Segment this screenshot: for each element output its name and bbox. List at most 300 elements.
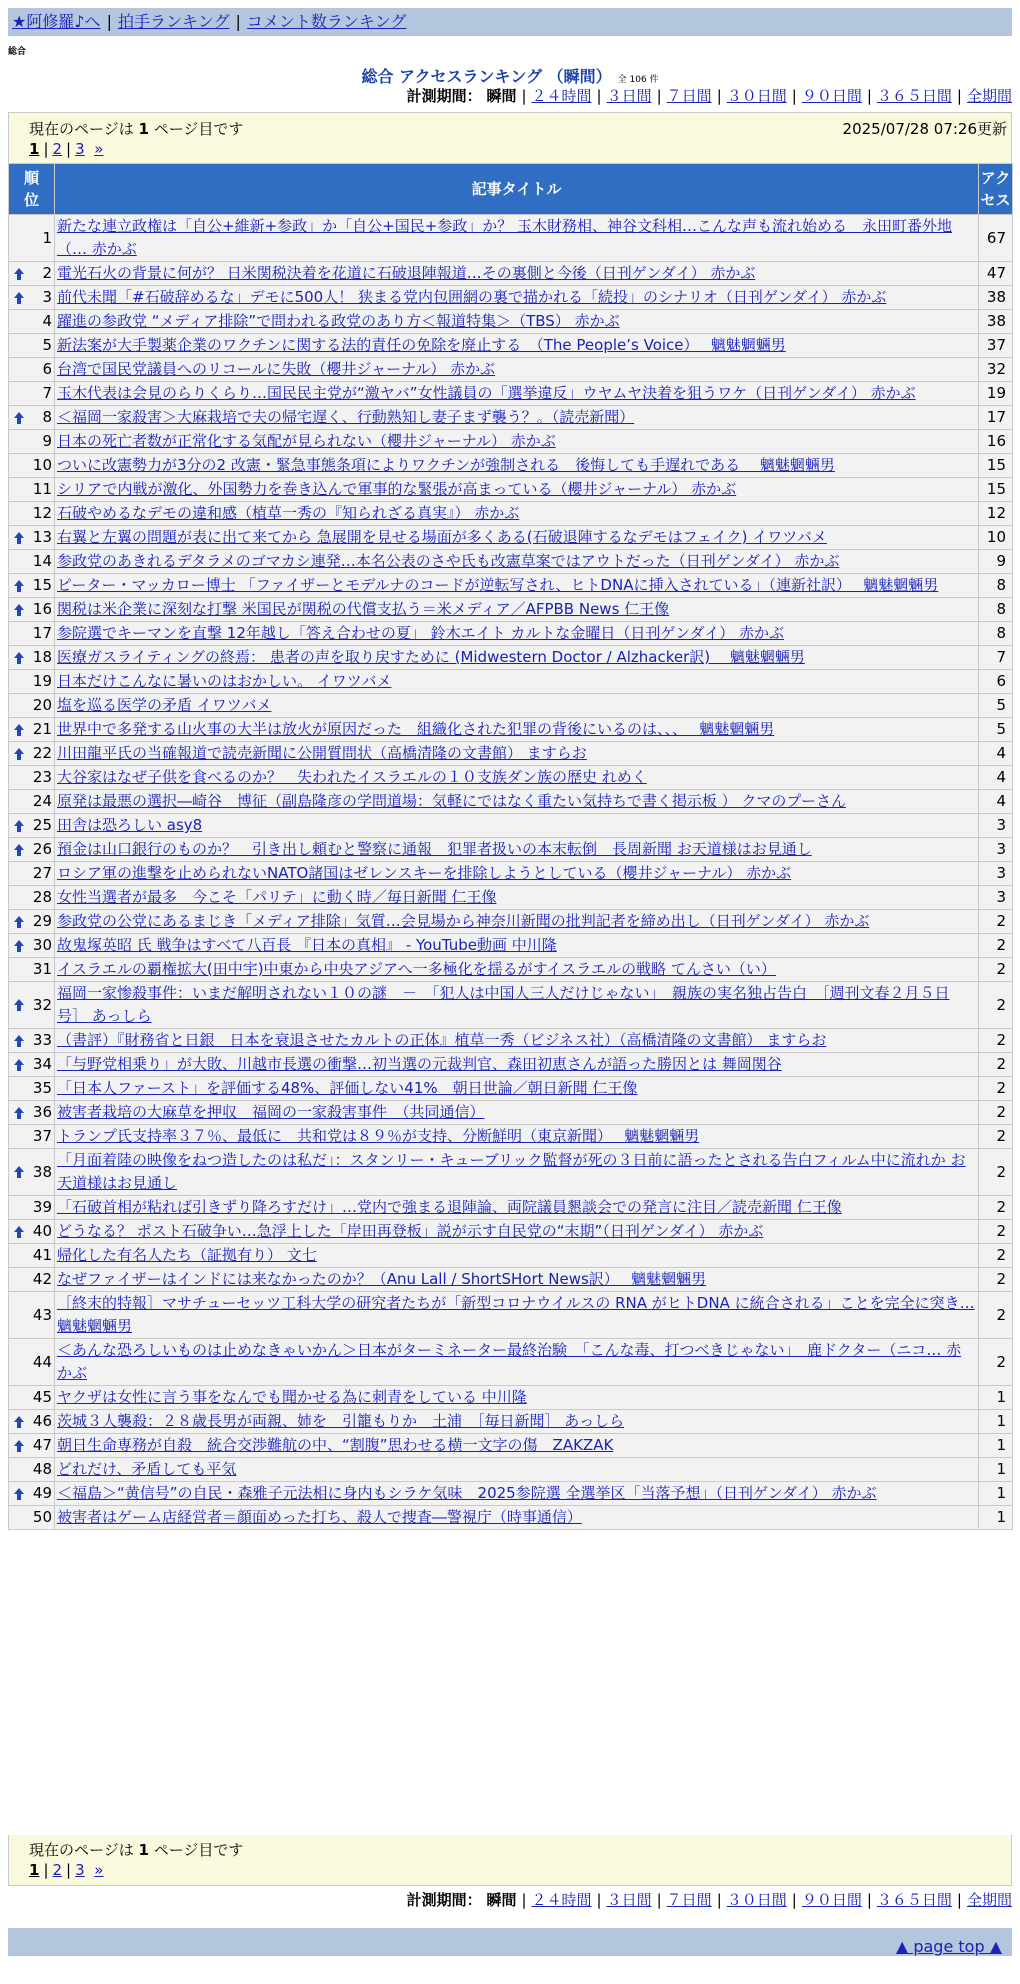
rank-number: 49 (32, 1484, 52, 1502)
table-row (9, 814, 1013, 838)
article-title-link[interactable]: 塩を巡る医学の矛盾 イワツバメ (57, 696, 272, 714)
table-row (9, 838, 1013, 862)
table-row (9, 766, 1013, 790)
rank-up-arrow-icon (13, 1029, 25, 1052)
title-cell (55, 694, 979, 718)
page-1-link-bottom[interactable]: 1 (29, 1861, 40, 1879)
article-title-link[interactable]: トランプ氏支持率３７％、最低に 共和党は８９％が支持、分断鮮明（東京新聞） 魑魅魍魎男 (57, 1127, 700, 1145)
rank-cell (9, 1244, 55, 1268)
access-count: 17 (979, 406, 1013, 430)
title-cell (55, 430, 979, 454)
rank-up-arrow-icon (13, 1161, 25, 1184)
table-row (9, 694, 1013, 718)
rank-cell (9, 550, 55, 574)
title-cell (55, 478, 979, 502)
title-cell (55, 1434, 979, 1458)
article-title-link[interactable]: 日本だけこんなに暑いのはおかしい。 イワツバメ (57, 672, 392, 690)
title-cell (55, 1506, 979, 1530)
period-30d-link[interactable]: ３０日間 (726, 87, 787, 105)
rank-number: 5 (42, 336, 52, 354)
rank-number: 16 (32, 600, 52, 618)
rank-number: 50 (32, 1508, 52, 1526)
title-cell (55, 646, 979, 670)
rank-number: 37 (32, 1127, 52, 1145)
title-cell (55, 1220, 979, 1244)
table-row (9, 790, 1013, 814)
rank-number: 47 (32, 1436, 52, 1454)
table-row (9, 742, 1013, 766)
title-cell (55, 358, 979, 382)
rank-cell (9, 358, 55, 382)
rank-number: 33 (32, 1031, 52, 1049)
access-count: 3 (979, 838, 1013, 862)
article-title-link[interactable]: 茨城３人襲殺：２８歳長男が両親、姉を 引籠もりか 土浦 ［毎日新聞］ あっしら (57, 1412, 625, 1430)
rank-cell (9, 1149, 55, 1196)
title-cell (55, 574, 979, 598)
access-header-text: アクセス (980, 169, 1011, 209)
rank-cell (9, 502, 55, 526)
article-title-link[interactable]: 新たな連立政権は「自公+維新+参政」か「自公+国民+参政」か？ 玉木財務相、神谷文科相…こんな声も流れ始める 永田町番外地（… 赤かぶ (57, 217, 953, 258)
table-row (9, 1339, 1013, 1386)
period-selector-bottom: 計測期間： 瞬間 | ２４時間 | ３日間 | ７日間 | ３０日間 | ９０日間 | ３６５日間 | 全期間 (406, 1891, 1012, 1909)
access-count: 4 (979, 766, 1013, 790)
rank-number: 18 (32, 648, 52, 666)
article-title-link[interactable]: 石破やめるなデモの違和感（植草一秀の『知られざる真実』） 赤かぶ (57, 504, 520, 522)
applause-ranking-link[interactable]: 拍手ランキング (117, 12, 230, 31)
article-title-link[interactable]: ＜福岡一家殺害＞大麻栽培で夫の帰宅遅く、行動熟知し妻子まず襲う？。（読売新聞） (57, 408, 635, 426)
rank-number: 6 (42, 360, 52, 378)
table-row (9, 478, 1013, 502)
rank-number: 7 (42, 384, 52, 402)
access-count: 6 (979, 670, 1013, 694)
title-cell (55, 1149, 979, 1196)
rank-number: 34 (32, 1055, 52, 1073)
table-row (9, 1101, 1013, 1125)
rank-number: 42 (32, 1270, 52, 1288)
access-count: 2 (979, 1077, 1013, 1101)
access-count: 2 (979, 1029, 1013, 1053)
rank-cell (9, 1053, 55, 1077)
article-title-link[interactable]: 医療ガスライティングの終焉： 患者の声を取り戻すために (Midwestern Doctor / Alzhacker訳) 魑魅魍魎男 (57, 648, 805, 666)
title-cell (55, 310, 979, 334)
rank-cell (9, 1482, 55, 1506)
title-cell (55, 958, 979, 982)
rank-cell (9, 982, 55, 1029)
article-title-link[interactable]: ヤクザは女性に言う事をなんでも聞かせる為に刺青をしている 中川隆 (57, 1388, 527, 1406)
article-title-link[interactable]: （書評）『財務省と日銀 日本を衰退させたカルトの正体』植草一秀（ビジネス社）（高橋清隆の文書館） ますらお (57, 1031, 827, 1049)
rank-cell (9, 1268, 55, 1292)
rank-number: 19 (32, 672, 52, 690)
rank-header-text: 順位 (23, 169, 39, 209)
title-cell (55, 1458, 979, 1482)
rank-up-arrow-icon (13, 646, 25, 669)
access-header (979, 164, 1013, 215)
rank-number: 40 (32, 1222, 52, 1240)
rank-cell (9, 334, 55, 358)
access-count: 1 (979, 1506, 1013, 1530)
rank-cell (9, 1196, 55, 1220)
total-count: 全 106 件 (617, 75, 659, 85)
rank-number: 36 (32, 1103, 52, 1121)
rank-cell (9, 1339, 55, 1386)
access-count: 15 (979, 454, 1013, 478)
article-title-link[interactable]: 参院選でキーマンを直撃 12年越し「答え合わせの夏」 鈴木エイト カルトな金曜日（日刊ゲンダイ） 赤かぶ (57, 624, 784, 642)
article-title-link[interactable]: 台湾で国民党議員へのリコールに失敗（櫻井ジャーナル） 赤かぶ (57, 360, 496, 378)
title-cell (55, 766, 979, 790)
page-3-link[interactable]: 3 (75, 140, 85, 158)
page-numbers-bottom: 1 | 2 | 3 » (29, 1861, 104, 1879)
article-title-link[interactable]: 電光石火の背景に何が？ 日米関税決着を花道に石破退陣報道…その裏側と今後（日刊ゲンダイ） 赤かぶ (57, 264, 756, 282)
rank-cell (9, 454, 55, 478)
table-row (9, 262, 1013, 286)
access-count: 2 (979, 1220, 1013, 1244)
access-count: 1 (979, 1434, 1013, 1458)
article-title-link[interactable]: ［終末的特報］マサチューセッツ工科大学の研究者たちが「新型コロナウイルスの RNA がヒトDNA に統合される」ことを完全に突き… 魑魅魍魎男 (57, 1294, 975, 1335)
rank-number: 8 (42, 408, 52, 426)
access-count: 2 (979, 982, 1013, 1029)
access-count: 2 (979, 934, 1013, 958)
title-cell (55, 670, 979, 694)
rank-number: 29 (32, 912, 52, 930)
table-row (9, 1506, 1013, 1530)
table-row (9, 1029, 1013, 1053)
period-selector-top: 計測期間： 瞬間 | ２４時間 | ３日間 | ７日間 | ３０日間 | ９０日間 | ３６５日間 | 全期間 (406, 87, 1012, 105)
period-3d-link-bottom[interactable]: ３日間 (606, 1891, 652, 1909)
comment-ranking-link[interactable]: コメント数ランキング (246, 12, 407, 31)
rank-number: 20 (32, 696, 52, 714)
title-cell (55, 814, 979, 838)
rank-up-arrow-icon (13, 838, 25, 861)
table-row (9, 310, 1013, 334)
rank-number: 32 (32, 995, 52, 1014)
article-title-link[interactable]: 朝日生命専務が自殺 統合交渉難航の中、“割腹”思わせる横一文字の傷 ZAKZAK (57, 1436, 614, 1454)
table-row (9, 598, 1013, 622)
table-row (9, 334, 1013, 358)
page-1-link[interactable]: 1 (29, 140, 40, 158)
rank-number: 12 (32, 504, 52, 522)
rank-up-arrow-icon (13, 1220, 25, 1243)
period-3d-link[interactable]: ３日間 (606, 87, 652, 105)
title-cell (55, 790, 979, 814)
access-count: 1 (979, 1482, 1013, 1506)
table-row (9, 1220, 1013, 1244)
access-count: 1 (979, 1458, 1013, 1482)
access-count: 2 (979, 1244, 1013, 1268)
access-count: 2 (979, 910, 1013, 934)
article-title-link[interactable]: 田舎は恐ろしい asy8 (57, 816, 203, 834)
article-title-link[interactable]: ついに改憲勢力が3分の2 改憲・緊急事態条項によりワクチンが強制される 後悔しても手遅れである 魑魅魍魎男 (57, 456, 835, 474)
title-cell (55, 215, 979, 262)
period-24h-link-bottom[interactable]: ２４時間 (531, 1891, 592, 1909)
table-row (9, 646, 1013, 670)
rank-up-arrow-icon (13, 574, 25, 597)
article-title-link[interactable]: 世界中で多発する山火事の大半は放火が原因だった 組織化された犯罪の背後にいるのは、、、 魑魅魍魎男 (57, 720, 775, 738)
article-title-link[interactable]: ピーター・マッカロー博士 「ファイザーとモデルナのコードが逆転写され、ヒトDNAに挿入されている」（連新社訳） 魑魅魍魎男 (57, 576, 939, 594)
pagination-box-bottom (8, 1835, 1012, 1886)
next-page-link[interactable]: » (94, 140, 104, 158)
table-row (9, 215, 1013, 262)
rank-cell (9, 598, 55, 622)
access-count: 2 (979, 1149, 1013, 1196)
rank-cell (9, 1434, 55, 1458)
page-3-link-bottom[interactable]: 3 (75, 1861, 85, 1879)
article-title-link[interactable]: 女性当選者が最多 今こそ「パリテ」に動く時／毎日新聞 仁王像 (57, 888, 497, 906)
rank-cell (9, 526, 55, 550)
rank-cell (9, 886, 55, 910)
title-cell (55, 406, 979, 430)
title-cell (55, 1029, 979, 1053)
title-cell (55, 622, 979, 646)
page-2-link[interactable]: 2 (52, 140, 63, 158)
access-count: 2 (979, 1125, 1013, 1149)
rank-up-arrow-icon (13, 406, 25, 429)
table-row (9, 934, 1013, 958)
article-title-link[interactable]: 新法案が大手製薬企業のワクチンに関する法的責任の免除を廃止する （The People’s Voice） 魑魅魍魎男 (57, 336, 786, 354)
top-nav-bar: ★阿修羅♪へ | 拍手ランキング | コメント数ランキング (8, 8, 1012, 36)
rank-up-arrow-icon (13, 1482, 25, 1505)
article-title-link[interactable]: ＜あんな恐ろしいものは止めなきゃいかん＞日本がターミネーター最終治験 「こんな毒、打つべきじゃない」 鹿ドクター（ニコ… 赤かぶ (57, 1341, 962, 1382)
article-title-link[interactable]: 参政党のあきれるデタラメのゴマカシ連発…本名公表のさや氏も改憲草案ではアウトだった（日刊ゲンダイ） 赤かぶ (57, 552, 840, 570)
title-cell (55, 910, 979, 934)
title-cell (55, 1125, 979, 1149)
access-count: 1 (979, 1410, 1013, 1434)
rank-number: 45 (32, 1388, 52, 1406)
article-title-link[interactable]: 関税は米企業に深刻な打撃 米国民が関税の代償支払う＝米メディア／AFPBB News 仁王像 (57, 600, 670, 618)
period-current: 瞬間 (486, 87, 517, 105)
title-cell (55, 598, 979, 622)
table-row (9, 502, 1013, 526)
rank-number: 43 (32, 1305, 52, 1324)
rank-up-arrow-icon (13, 286, 25, 309)
table-row (9, 910, 1013, 934)
table-row (9, 886, 1013, 910)
table-row (9, 1196, 1013, 1220)
article-title-link[interactable]: 「与野党相乗り」が大敗、川越市長選の衝撃…初当選の元裁判官、森田初恵さんが語った勝因とは 舞岡関谷 (57, 1055, 782, 1073)
table-row (9, 1434, 1013, 1458)
rank-number: 9 (42, 432, 52, 450)
rank-cell (9, 406, 55, 430)
article-title-link[interactable]: 前代未聞「#石破辞めるな」デモに500人！ 狭まる党内包囲網の裏で描かれる「続投」のシナリオ（日刊ゲンダイ） 赤かぶ (57, 288, 887, 306)
article-title-link[interactable]: 預金は山口銀行のものか？ 引き出し頼むと警察に通報 犯罪者扱いの本末転倒 長周新聞 お天道様はお見通し (57, 840, 812, 858)
title-cell (55, 1196, 979, 1220)
title-cell (55, 1339, 979, 1386)
current-page-text-bottom: 現在のページは 1 ページ目です (29, 1841, 244, 1859)
table-row (9, 358, 1013, 382)
article-title-link[interactable]: 被害者栽培の大麻草を押収 福岡の一家殺害事件 （共同通信） (57, 1103, 485, 1121)
article-title-link[interactable]: 大谷家はなぜ子供を食べるのか？ 失われたイスラエルの１０支族ダン族の歴史 れめく (57, 768, 647, 786)
title-cell (55, 982, 979, 1029)
table-row (9, 454, 1013, 478)
rank-number: 2 (42, 264, 52, 282)
table-row (9, 622, 1013, 646)
rank-number: 27 (32, 864, 52, 882)
rank-header (9, 164, 55, 215)
current-page-text: 現在のページは 1 ページ目です (29, 120, 244, 138)
article-title-link[interactable]: どれだけ、矛盾しても平気 (57, 1460, 237, 1478)
rank-cell (9, 430, 55, 454)
article-title-link[interactable]: ロシア軍の進撃を止められないNATO諸国はゼレンスキーを排除しようとしている（櫻井ジャーナル） 赤かぶ (57, 864, 792, 882)
article-title-link[interactable]: 川田龍平氏の当確報道で読売新聞に公開質問状（高橋清隆の文書館） ますらお (57, 744, 587, 762)
title-cell (55, 550, 979, 574)
rank-cell (9, 934, 55, 958)
article-title-link[interactable]: 故鬼塚英昭 氏 戦争はすべて八百長 『日本の真相』 - YouTube動画 中川隆 (57, 936, 557, 954)
page-title: 総合 アクセスランキング （瞬間） (361, 67, 612, 86)
article-title-link[interactable]: 参政党の公党にあるまじき「メディア排除」気質…会見場から神奈川新聞の批判記者を締め出し（日刊ゲンダイ） 赤かぶ (57, 912, 870, 930)
access-count: 19 (979, 382, 1013, 406)
rank-number: 31 (32, 960, 52, 978)
access-count: 8 (979, 574, 1013, 598)
rank-number: 25 (32, 816, 52, 834)
article-title-link[interactable]: 躍進の参政党 “メディア排除”で問われる政党のあり方＜報道特集＞（TBS） 赤かぶ (57, 312, 620, 330)
access-count: 7 (979, 646, 1013, 670)
table-row (9, 1292, 1013, 1339)
title-cell (55, 1053, 979, 1077)
title-cell (55, 1292, 979, 1339)
rank-cell (9, 1386, 55, 1410)
article-title-link[interactable]: 日本の死亡者数が正常化する気配が見られない（櫻井ジャーナル） 赤かぶ (57, 432, 556, 450)
access-count: 8 (979, 622, 1013, 646)
access-count: 12 (979, 502, 1013, 526)
access-count: 38 (979, 286, 1013, 310)
period-7d-link-bottom[interactable]: ７日間 (666, 1891, 712, 1909)
article-title-link[interactable]: 原発は最悪の選択―崎谷 博征（副島隆彦の学問道場：気軽にではなく重たい気持ちで書く掲示板 ） クマのプーさん (57, 792, 846, 810)
rank-up-arrow-icon (13, 1053, 25, 1076)
rank-number: 3 (42, 288, 52, 306)
access-count: 5 (979, 718, 1013, 742)
period-all-link-bottom[interactable]: 全期間 (966, 1891, 1012, 1909)
article-title-link[interactable]: なぜファイザーはインドには来なかったのか？（Anu Lall / ShortSHort News訳） 魑魅魍魎男 (57, 1270, 707, 1288)
rank-number: 28 (32, 888, 52, 906)
access-count: 9 (979, 550, 1013, 574)
title-cell (55, 1101, 979, 1125)
period-24h-link[interactable]: ２４時間 (531, 87, 592, 105)
title-cell (55, 1268, 979, 1292)
table-row (9, 1149, 1013, 1196)
rank-cell (9, 1458, 55, 1482)
title-cell (55, 742, 979, 766)
page-2-link-bottom[interactable]: 2 (52, 1861, 63, 1879)
rank-number: 21 (32, 720, 52, 738)
rank-cell (9, 670, 55, 694)
rank-up-arrow-icon (13, 718, 25, 741)
rank-cell (9, 1125, 55, 1149)
title-cell (55, 838, 979, 862)
period-365d-link-bottom[interactable]: ３６５日間 (876, 1891, 952, 1909)
rank-up-arrow-icon (13, 910, 25, 933)
article-title-link[interactable]: 右翼と左翼の問題が表に出て来てから 急展開を見せる場面が多くある(石破退陣するなデモはフェイク) イワツバメ (57, 528, 827, 546)
title-cell (55, 262, 979, 286)
access-count: 4 (979, 742, 1013, 766)
rank-cell (9, 262, 55, 286)
article-title-link[interactable]: ＜福島＞“黄信号”の自民・森雅子元法相に身内もシラケ気味 2025参院選 全選挙区「当落予想」（日刊ゲンダイ） 赤かぶ (57, 1484, 877, 1502)
rank-up-arrow-icon (13, 994, 25, 1017)
table-row (9, 862, 1013, 886)
rank-number: 46 (32, 1412, 52, 1430)
rank-cell (9, 215, 55, 262)
rank-number: 14 (32, 552, 52, 570)
access-count: 47 (979, 262, 1013, 286)
rank-cell (9, 1506, 55, 1530)
rank-number: 26 (32, 840, 52, 858)
rank-up-arrow-icon (13, 262, 25, 285)
period-90d-link[interactable]: ９０日間 (801, 87, 862, 105)
table-row (9, 286, 1013, 310)
rank-up-arrow-icon (13, 934, 25, 957)
article-title-link[interactable]: 「石破首相が粘れば引きずり降ろすだけ」…党内で強まる退陣論、両院議員懇談会での発言に注目／読売新聞 仁王像 (57, 1198, 842, 1216)
article-title-link[interactable]: シリアで内戦が激化、外国勢力を巻き込んで軍事的な緊張が高まっている（櫻井ジャーナル） 赤かぶ (57, 480, 737, 498)
pagination-box-top (8, 112, 1012, 163)
rank-cell (9, 790, 55, 814)
rank-number: 22 (32, 744, 52, 762)
table-row (9, 670, 1013, 694)
rank-cell (9, 478, 55, 502)
table-row (9, 574, 1013, 598)
rank-number: 38 (32, 1162, 52, 1181)
next-page-link-bottom[interactable]: » (94, 1861, 104, 1879)
rank-up-arrow-icon (13, 1434, 25, 1457)
bottom-bar (8, 1928, 1012, 1956)
table-row (9, 406, 1013, 430)
access-count: 1 (979, 1386, 1013, 1410)
title-cell (55, 862, 979, 886)
title-cell (55, 1244, 979, 1268)
title-header: 記事タイトル (55, 164, 979, 215)
article-title-link[interactable]: 被害者はゲーム店経営者＝顔面めった打ち、殺人で捜査―警視庁（時事通信） (57, 1508, 582, 1526)
rank-up-arrow-icon (13, 1101, 25, 1124)
period-7d-link[interactable]: ７日間 (666, 87, 712, 105)
page-top-link[interactable]: ▲ page top ▲ (895, 1937, 1002, 1956)
rank-number: 13 (32, 528, 52, 546)
rank-number: 44 (32, 1352, 52, 1371)
article-title-link[interactable]: イスラエルの覇権拡大(田中宇)中東から中央アジアへ一多極化を揺るがすイスラエルの戦略 てんさい（い） (57, 960, 776, 978)
rank-cell (9, 286, 55, 310)
article-title-link[interactable]: どうなる？ ポスト石破争い…急浮上した「岸田再登板」説が示す自民党の“末期”（日刊ゲンダイ） 赤かぶ (57, 1222, 764, 1240)
period-90d-link-bottom[interactable]: ９０日間 (801, 1891, 862, 1909)
table-row (9, 1077, 1013, 1101)
rank-number: 24 (32, 792, 52, 810)
period-365d-link[interactable]: ３６５日間 (876, 87, 952, 105)
access-count: 15 (979, 478, 1013, 502)
rank-number: 35 (32, 1079, 52, 1097)
title-cell (55, 1077, 979, 1101)
rank-cell (9, 694, 55, 718)
rank-cell (9, 1292, 55, 1339)
table-row (9, 1482, 1013, 1506)
rank-up-arrow-icon (13, 526, 25, 549)
rank-number: 1 (42, 228, 52, 247)
access-count: 4 (979, 790, 1013, 814)
rank-cell (9, 574, 55, 598)
article-title-link[interactable]: 「日本人ファースト」を評価する48%、評価しない41% 朝日世論／朝日新聞 仁王像 (57, 1079, 638, 1097)
rank-cell (9, 718, 55, 742)
table-row (9, 1244, 1013, 1268)
article-title-link[interactable]: 帰化した有名人たち（証拠有り） 文七 (57, 1246, 317, 1264)
article-title-link[interactable]: 「月面着陸の映像をねつ造したのは私だ」：スタンリー・キューブリック監督が死の３日前に語ったとされる告白フィルム中に流れか お天道様はお見通し (57, 1151, 966, 1192)
page-title-line (0, 64, 1020, 87)
period-all-link[interactable]: 全期間 (966, 87, 1012, 105)
title-cell (55, 1410, 979, 1434)
article-title-link[interactable]: 玉木代表は会見のらりくらり…国民民主党が“激ヤバ”女性議員の「選挙違反」ウヤムヤ決着を狙うワケ（日刊ゲンダイ） 赤かぶ (57, 384, 916, 402)
asyura-home-link[interactable]: ★阿修羅♪へ (12, 12, 101, 31)
rank-number: 15 (32, 576, 52, 594)
article-title-link[interactable]: 福岡一家惨殺事件：いまだ解明されない１０の謎 － 「犯人は中国人三人だけじゃない」 親族の実名独占告白 ［週刊文春２月５日号］ あっしら (57, 984, 950, 1025)
title-cell (55, 286, 979, 310)
table-row (9, 1125, 1013, 1149)
period-30d-link-bottom[interactable]: ３０日間 (726, 1891, 787, 1909)
table-row (9, 1458, 1013, 1482)
rank-cell (9, 1029, 55, 1053)
access-count: 8 (979, 598, 1013, 622)
